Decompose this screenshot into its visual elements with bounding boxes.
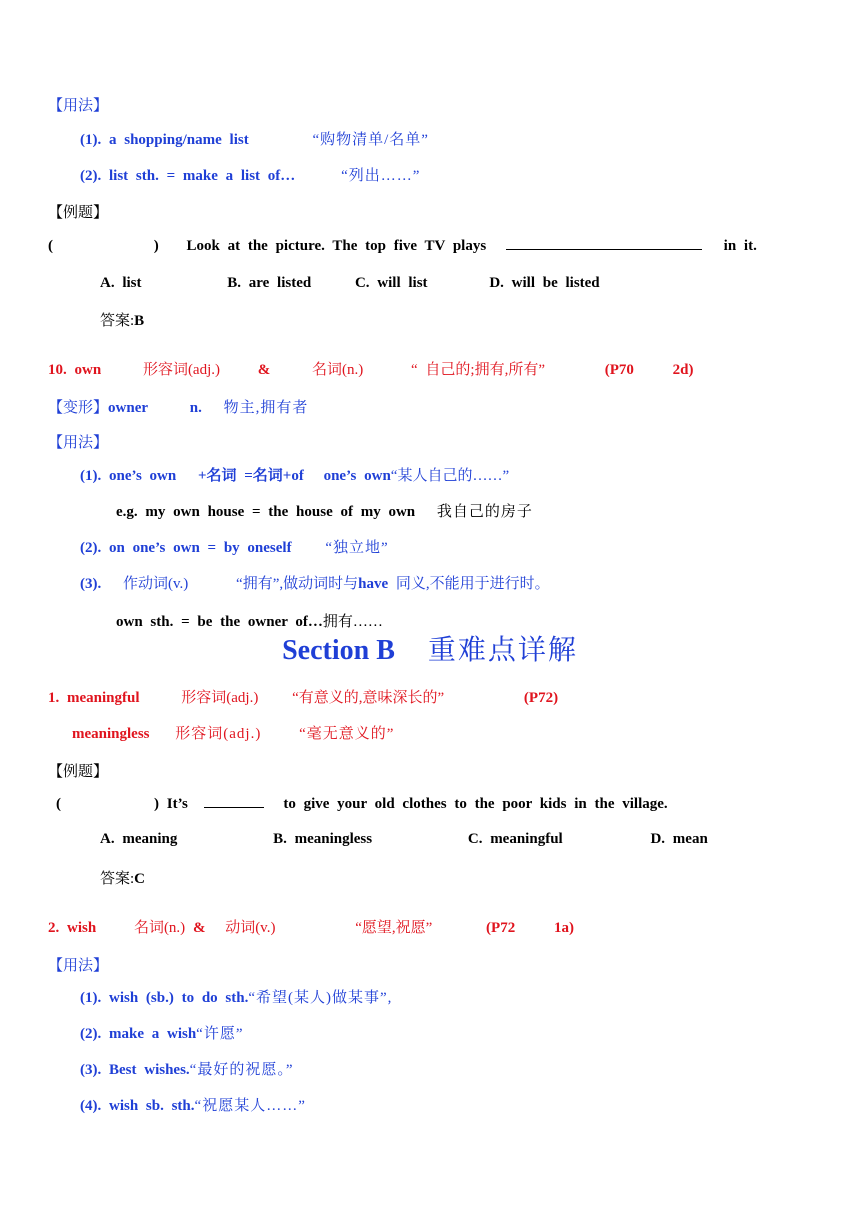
option-a: A. list <box>100 275 142 291</box>
answer-label: 答案: <box>100 871 135 887</box>
usage-chinese: “购物清单/名单” <box>312 132 429 148</box>
ampersand: & <box>192 920 206 936</box>
example-label: 【例题】 <box>48 764 109 780</box>
part-of-speech: 形容词(adj.) <box>181 690 259 706</box>
own-variant <box>48 398 308 418</box>
usage-number: (1). <box>80 468 102 484</box>
wish-heading <box>48 918 574 938</box>
answer-value: B <box>134 313 145 329</box>
option-d: D. will be listed <box>489 275 600 291</box>
word-heading: 1. meaningful <box>48 690 140 706</box>
usage-english: (1). wish (sb.) to do sth. <box>80 990 249 1006</box>
usage-number: (2). <box>80 540 102 556</box>
usage-chinese: “拥有”,做动词时与 <box>236 576 359 592</box>
wish-usage-3 <box>80 1060 294 1080</box>
answer-value: C <box>134 871 146 887</box>
list-answer <box>100 311 144 331</box>
usage-chinese: “许愿” <box>196 1026 244 1042</box>
word-heading: 10. own <box>48 362 102 378</box>
usage-chinese: “最好的祝愿。” <box>189 1062 294 1078</box>
section-title-chinese: 重难点详解 <box>427 635 578 666</box>
word-meaning: “有意义的,意味深长的” <box>292 690 445 706</box>
own-sth <box>116 612 383 632</box>
question-paren: ( ) <box>48 238 159 254</box>
meaningful-options <box>100 829 708 849</box>
meaningful-answer <box>100 869 145 889</box>
own-usage-1 <box>80 466 509 486</box>
usage-english: (2). make a wish <box>80 1026 197 1042</box>
usage-english: (3). Best wishes. <box>80 1062 190 1078</box>
example-chinese: 我自己的房子 <box>436 504 533 520</box>
part-of-speech: 动词(v.) <box>225 920 276 936</box>
variant-meaning: 物主,拥有者 <box>223 400 309 416</box>
question-paren: ( ) <box>56 796 159 812</box>
own-usage-2 <box>80 538 389 558</box>
wish-usage-4 <box>80 1096 306 1116</box>
usage-english: (4). wish sb. sth. <box>80 1098 195 1114</box>
usage-english: list sth. = make a list of… <box>109 168 296 184</box>
own-heading <box>48 360 694 380</box>
part-of-speech: 形容词(adj.) <box>142 362 221 378</box>
example-label: 【例题】 <box>48 205 109 221</box>
sub-word: meaningless <box>72 726 150 742</box>
part-of-speech: 形容词(adj.) <box>175 726 262 742</box>
option-c: C. will list <box>354 275 428 291</box>
variant-label: 【变形】 <box>48 400 109 416</box>
variant-word: owner <box>108 400 149 416</box>
option-a: A. meaning <box>100 831 178 847</box>
usage-chinese: “希望(某人)做某事”, <box>248 990 393 1006</box>
part-of-speech: 名词(n.) <box>133 920 186 936</box>
question-tail: in it. <box>723 238 757 254</box>
option-b: B. meaningless <box>273 831 373 847</box>
usage-number: (2). <box>80 168 102 184</box>
usage-english: own sth. = be the owner of… <box>116 614 323 630</box>
usage-chinese: “独立地” <box>325 540 389 556</box>
word-meaning: “毫无意义的” <box>299 726 395 742</box>
page-reference: (P70 2d) <box>604 362 694 378</box>
word-heading: 2. wish <box>48 920 97 936</box>
usage-have: have <box>358 576 389 592</box>
meaningful-heading <box>48 688 558 708</box>
page-reference: (P72) <box>523 690 559 706</box>
usage-chinese: 同义,不能用于进行时。 <box>395 576 550 592</box>
wish-usage-2 <box>80 1024 244 1044</box>
option-c: C. meaningful <box>467 831 563 847</box>
meaningless-line <box>72 724 394 744</box>
answer-blank[interactable] <box>506 235 702 250</box>
usage-english: one’s own <box>109 468 177 484</box>
word-meaning: “ 自己的;拥有,所有” <box>411 362 545 378</box>
page-reference: (P72 1a) <box>486 920 574 936</box>
own-example <box>116 502 533 522</box>
usage-pos: 作动词(v.) <box>123 576 189 592</box>
usage-chinese: “列出……” <box>341 168 421 184</box>
question-text: to give your old clothes to the poor kids in the village. <box>283 796 668 812</box>
section-title-english: Section B <box>282 635 395 666</box>
usage-chinese: “某人自己的……” <box>390 468 510 484</box>
example-english: e.g. my own house = the house of my own <box>116 504 416 520</box>
variant-pos: n. <box>189 400 202 416</box>
list-question <box>48 235 757 256</box>
usage-chinese: “祝愿某人……” <box>194 1098 306 1114</box>
part-of-speech: 名词(n.) <box>312 362 364 378</box>
list-usage-1 <box>80 130 429 150</box>
option-d: D. mean <box>650 831 708 847</box>
question-text: It’s <box>166 796 188 812</box>
meaningful-question <box>56 793 668 814</box>
usage-english: on one’s own = by oneself <box>109 540 292 556</box>
list-usage-2 <box>80 166 420 186</box>
usage-english: one’s own <box>323 468 391 484</box>
usage-label: 【用法】 <box>48 98 109 114</box>
answer-label: 答案: <box>100 313 135 329</box>
usage-middle: +名词 =名词+of <box>197 468 304 484</box>
option-b: B. are listed <box>227 275 312 291</box>
ampersand: & <box>257 362 271 378</box>
usage-number: (1). <box>80 132 102 148</box>
usage-number: (3). <box>80 576 102 592</box>
usage-label: 【用法】 <box>48 958 109 974</box>
question-text: Look at the picture. The top five TV plays <box>186 238 487 254</box>
own-usage-3 <box>80 574 550 594</box>
section-b-title <box>0 634 860 668</box>
answer-blank[interactable] <box>204 793 264 808</box>
list-options <box>100 273 600 293</box>
word-meaning: “愿望,祝愿” <box>355 920 433 936</box>
usage-label: 【用法】 <box>48 435 109 451</box>
usage-chinese: 拥有…… <box>322 614 383 630</box>
wish-usage-1 <box>80 988 392 1008</box>
usage-english: a shopping/name list <box>109 132 249 148</box>
